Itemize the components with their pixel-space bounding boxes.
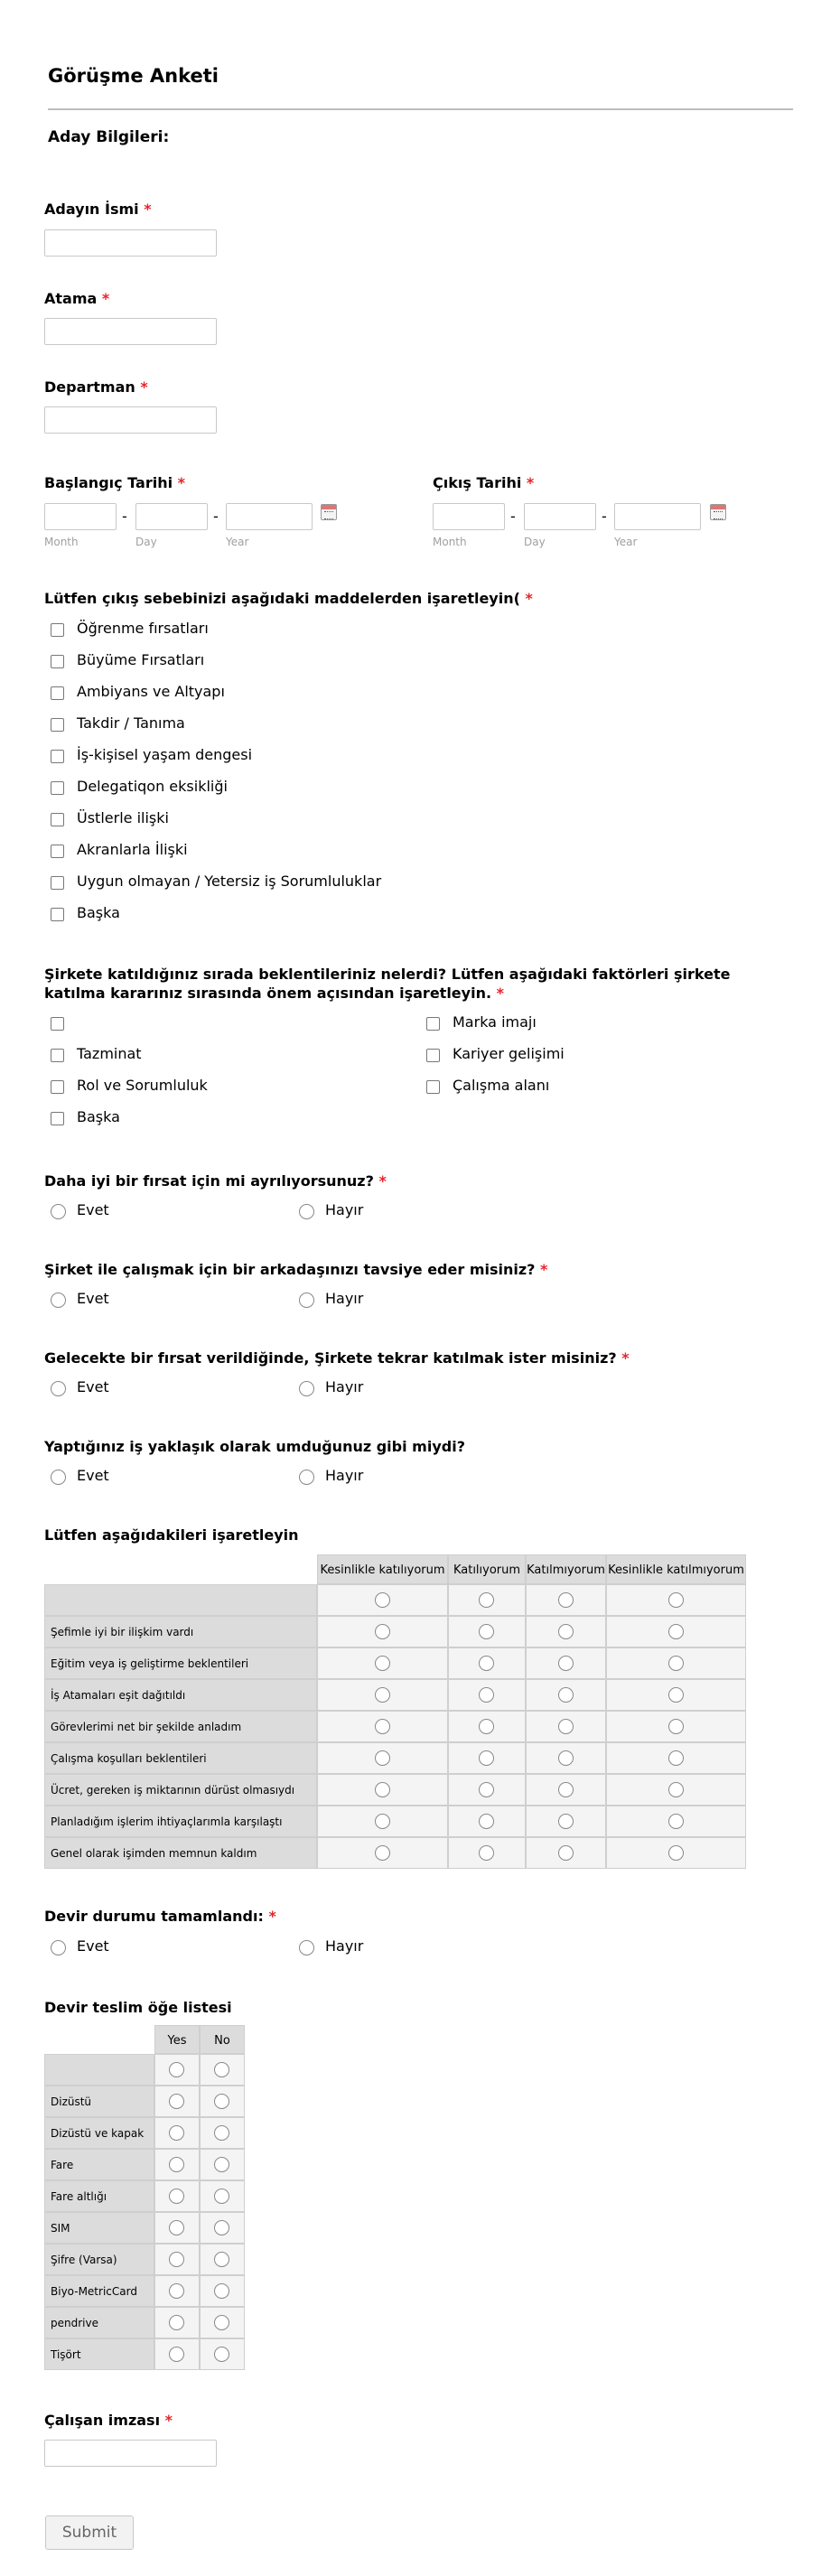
option-label: Hayır xyxy=(325,1201,364,1218)
year-sublabel: Year xyxy=(614,536,638,548)
rating-matrix-cell xyxy=(317,1584,448,1616)
rating-matrix-row-label: Şefimle iyi bir ilişkim vardı xyxy=(44,1616,317,1647)
better-opportunity-no-radio[interactable] xyxy=(299,1204,314,1219)
start-month-input[interactable] xyxy=(44,503,117,530)
handover-matrix-radio[interactable] xyxy=(214,2125,229,2141)
month-sublabel: Month xyxy=(433,536,467,548)
date-separator: - xyxy=(122,508,127,525)
rating-matrix-row-label: Görevlerimi net bir şekilde anladım xyxy=(44,1711,317,1742)
rating-matrix-cell xyxy=(317,1837,448,1869)
expectation-checkbox[interactable] xyxy=(426,1080,440,1094)
rating-matrix-cell xyxy=(448,1742,526,1774)
rating-matrix-cell xyxy=(526,1679,606,1711)
rating-matrix-radio[interactable] xyxy=(375,1750,390,1766)
rating-matrix-cell xyxy=(317,1742,448,1774)
handover-matrix-cell xyxy=(200,2086,245,2117)
handover-matrix-cell xyxy=(200,2275,245,2307)
rating-matrix-row-label: Genel olarak işimden memnun kaldım xyxy=(44,1837,317,1869)
option-label: Evet xyxy=(77,1290,109,1307)
handover-matrix-cell xyxy=(154,2149,200,2180)
handover-matrix-row-label: Şifre (Varsa) xyxy=(44,2244,154,2275)
calendar-icon[interactable] xyxy=(710,504,726,520)
rating-matrix-radio[interactable] xyxy=(375,1687,390,1703)
name-label: Adayın İsmi * xyxy=(44,201,152,218)
rejoin-yes-radio[interactable] xyxy=(51,1381,66,1396)
option-label: Hayır xyxy=(325,1290,364,1307)
handover-matrix-cell xyxy=(200,2054,245,2086)
rating-matrix-column-header: Katılıyorum xyxy=(448,1554,526,1584)
rating-matrix-radio[interactable] xyxy=(668,1782,684,1797)
handover-matrix-row-label: Tişört xyxy=(44,2338,154,2370)
rating-matrix-radio[interactable] xyxy=(558,1782,574,1797)
rating-matrix-radio[interactable] xyxy=(479,1592,494,1608)
rating-matrix-radio[interactable] xyxy=(558,1656,574,1671)
rating-matrix-cell xyxy=(606,1742,746,1774)
rating-matrix-radio[interactable] xyxy=(479,1624,494,1639)
rating-matrix-cell xyxy=(606,1616,746,1647)
exit-reason-option: Büyüme Fırsatları xyxy=(77,651,205,668)
expectation-checkbox[interactable] xyxy=(51,1112,64,1125)
rating-matrix-cell xyxy=(606,1711,746,1742)
rating-matrix-cell xyxy=(448,1616,526,1647)
required-mark: * xyxy=(496,985,504,1002)
handover-matrix-radio[interactable] xyxy=(169,2315,184,2330)
rating-matrix-radio[interactable] xyxy=(558,1719,574,1734)
required-mark: * xyxy=(268,1908,276,1925)
handover-matrix-radio[interactable] xyxy=(169,2347,184,2362)
exit-reason-option: Üstlerle ilişki xyxy=(77,809,169,826)
handover-matrix-radio[interactable] xyxy=(214,2094,229,2109)
required-mark: * xyxy=(144,201,152,218)
handover-matrix-cell xyxy=(200,2117,245,2149)
option-label: Hayır xyxy=(325,1378,364,1395)
handover-matrix-cell xyxy=(154,2307,200,2338)
exit-reason-checkbox[interactable] xyxy=(51,718,64,732)
job-expectation-yes-radio[interactable] xyxy=(51,1470,66,1485)
handover-matrix-cell xyxy=(200,2338,245,2370)
handover-matrix-row-label: pendrive xyxy=(44,2307,154,2338)
exit-reason-option: Takdir / Tanıma xyxy=(77,714,185,732)
rating-matrix-radio[interactable] xyxy=(558,1592,574,1608)
exit-reason-checkbox[interactable] xyxy=(51,781,64,795)
handover-matrix-radio[interactable] xyxy=(214,2347,229,2362)
exit-reason-option: Akranlarla İlişki xyxy=(77,841,188,858)
required-mark: * xyxy=(164,2412,173,2429)
rating-matrix-cell xyxy=(606,1774,746,1806)
required-mark: * xyxy=(378,1172,387,1190)
exit-reason-checkbox[interactable] xyxy=(51,655,64,668)
handover-matrix-radio[interactable] xyxy=(214,2220,229,2235)
rating-matrix-radio[interactable] xyxy=(479,1782,494,1797)
recommend-yes-radio[interactable] xyxy=(51,1293,66,1308)
rating-matrix-cell xyxy=(317,1616,448,1647)
exit-reason-checkbox[interactable] xyxy=(51,686,64,700)
option-label: Evet xyxy=(77,1201,109,1218)
required-mark: * xyxy=(101,290,110,307)
section-subtitle: Aday Bilgileri: xyxy=(48,128,170,146)
rating-matrix-radio[interactable] xyxy=(558,1814,574,1829)
handover-matrix-radio[interactable] xyxy=(169,2094,184,2109)
handover-matrix-cell xyxy=(154,2212,200,2244)
rating-matrix-cell xyxy=(606,1837,746,1869)
job-expectation-label: Yaptığınız iş yaklaşık olarak umduğunuz gibi miydi? xyxy=(44,1438,465,1455)
handover-yes-radio[interactable] xyxy=(51,1940,66,1955)
rating-matrix-cell xyxy=(448,1837,526,1869)
handover-matrix-cell xyxy=(200,2212,245,2244)
start-year-input[interactable] xyxy=(226,503,313,530)
rating-matrix-radio[interactable] xyxy=(668,1845,684,1861)
rating-matrix-cell xyxy=(526,1647,606,1679)
rating-matrix-radio[interactable] xyxy=(479,1687,494,1703)
handover-matrix-radio[interactable] xyxy=(169,2189,184,2204)
handover-matrix-row-label xyxy=(44,2054,154,2086)
exit-reason-option: Başka xyxy=(77,904,120,921)
rating-matrix-radio[interactable] xyxy=(479,1750,494,1766)
exit-month-input[interactable] xyxy=(433,503,505,530)
rating-matrix-radio[interactable] xyxy=(558,1687,574,1703)
expectation-option: Tazminat xyxy=(77,1045,142,1062)
exit-reason-checkbox[interactable] xyxy=(51,845,64,858)
rating-matrix-row-label: Çalışma koşulları beklentileri xyxy=(44,1742,317,1774)
handover-matrix-cell xyxy=(154,2180,200,2212)
form-title: Görüşme Anketi xyxy=(48,65,219,87)
option-label: Hayır xyxy=(325,1937,364,1955)
rating-matrix-cell xyxy=(526,1616,606,1647)
assignment-input[interactable] xyxy=(44,318,217,345)
rating-matrix-cell xyxy=(317,1806,448,1837)
option-label: Evet xyxy=(77,1378,109,1395)
handover-matrix-radio[interactable] xyxy=(169,2062,184,2077)
handover-matrix-radio[interactable] xyxy=(169,2252,184,2267)
expectation-checkbox[interactable] xyxy=(51,1017,64,1031)
rating-matrix-cell xyxy=(448,1774,526,1806)
recommend-label: Şirket ile çalışmak için bir arkadaşınızı tavsiye eder misiniz? * xyxy=(44,1261,548,1278)
rating-matrix-cell xyxy=(606,1806,746,1837)
signature-input[interactable] xyxy=(44,2440,217,2467)
handover-matrix-cell xyxy=(200,2244,245,2275)
rating-matrix-cell xyxy=(448,1806,526,1837)
expectation-checkbox[interactable] xyxy=(51,1049,64,1062)
expectation-option: Rol ve Sorumluluk xyxy=(77,1077,208,1094)
rating-matrix-radio[interactable] xyxy=(668,1656,684,1671)
required-mark: * xyxy=(621,1349,630,1367)
handover-matrix-radio[interactable] xyxy=(169,2125,184,2141)
rating-matrix-column-header: Kesinlikle katılıyorum xyxy=(317,1554,448,1584)
exit-reason-option: İş-kişisel yaşam dengesi xyxy=(77,746,253,763)
handover-matrix-radio[interactable] xyxy=(169,2283,184,2299)
handover-matrix-radio[interactable] xyxy=(214,2189,229,2204)
title-divider xyxy=(48,108,793,110)
rating-matrix-cell xyxy=(526,1806,606,1837)
expectation-option: Başka xyxy=(77,1108,120,1125)
rating-matrix-cell xyxy=(606,1679,746,1711)
department-input[interactable] xyxy=(44,406,217,434)
rating-matrix-cell xyxy=(526,1774,606,1806)
exit-reason-option: Öğrenme fırsatları xyxy=(77,620,209,637)
rejoin-no-radio[interactable] xyxy=(299,1381,314,1396)
name-input[interactable] xyxy=(44,229,217,257)
expectations-label: Şirkete katıldığınız sırada beklentileriniz nelerdi? Lütfen aşağıdaki faktörleri şirkete katılma kararınız sırasında önem açısından işaretleyin. * xyxy=(44,966,731,1002)
handover-matrix-cell xyxy=(200,2180,245,2212)
rating-matrix-radio[interactable] xyxy=(375,1624,390,1639)
rating-matrix-cell xyxy=(448,1711,526,1742)
handover-matrix-radio[interactable] xyxy=(214,2062,229,2077)
rating-matrix-cell xyxy=(606,1647,746,1679)
exit-reason-option: Delegatiqon eksikliği xyxy=(77,778,228,795)
rating-matrix-radio[interactable] xyxy=(479,1656,494,1671)
required-mark: * xyxy=(526,474,535,491)
job-expectation-no-radio[interactable] xyxy=(299,1470,314,1485)
handover-matrix-radio[interactable] xyxy=(214,2157,229,2172)
expectation-checkbox[interactable] xyxy=(51,1080,64,1094)
rating-matrix-cell xyxy=(317,1711,448,1742)
handover-matrix-column-header: Yes xyxy=(154,2025,200,2054)
handover-matrix-cell xyxy=(154,2086,200,2117)
better-opportunity-yes-radio[interactable] xyxy=(51,1204,66,1219)
handover-matrix-radio[interactable] xyxy=(169,2220,184,2235)
handover-label: Devir durumu tamamlandı: * xyxy=(44,1908,276,1925)
rating-matrix-radio[interactable] xyxy=(668,1750,684,1766)
signature-label: Çalışan imzası * xyxy=(44,2412,173,2429)
required-mark: * xyxy=(525,590,533,607)
rating-matrix-radio[interactable] xyxy=(668,1592,684,1608)
rating-matrix-column-header: Kesinlikle katılmıyorum xyxy=(606,1554,746,1584)
rating-matrix-row-label: İş Atamaları eşit dağıtıldı xyxy=(44,1679,317,1711)
handover-matrix-row-label: Dizüstü xyxy=(44,2086,154,2117)
rating-matrix-cell xyxy=(526,1711,606,1742)
rating-matrix-radio[interactable] xyxy=(558,1624,574,1639)
exit-reason-checkbox[interactable] xyxy=(51,750,64,763)
handover-matrix-cell xyxy=(154,2275,200,2307)
option-label: Evet xyxy=(77,1467,109,1484)
handover-matrix-row-label: Dizüstü ve kapak xyxy=(44,2117,154,2149)
rating-matrix-cell xyxy=(526,1837,606,1869)
expectation-option: Kariyer gelişimi xyxy=(453,1045,565,1062)
start-date-label: Başlangıç Tarihi * xyxy=(44,474,186,491)
rating-matrix-cell xyxy=(317,1647,448,1679)
month-sublabel: Month xyxy=(44,536,79,548)
exit-reason-checkbox[interactable] xyxy=(51,623,64,637)
handover-matrix-column-header: No xyxy=(200,2025,245,2054)
submit-button[interactable]: Submit xyxy=(45,2515,134,2550)
rating-matrix-radio[interactable] xyxy=(375,1656,390,1671)
handover-matrix-cell xyxy=(154,2117,200,2149)
exit-reason-checkbox[interactable] xyxy=(51,813,64,826)
required-mark: * xyxy=(177,474,186,491)
rating-matrix-radio[interactable] xyxy=(375,1814,390,1829)
rating-matrix-radio[interactable] xyxy=(668,1719,684,1734)
rating-matrix-radio[interactable] xyxy=(558,1845,574,1861)
rating-matrix-row-label: Eğitim veya iş geliştirme beklentileri xyxy=(44,1647,317,1679)
handover-no-radio[interactable] xyxy=(299,1940,314,1955)
rating-matrix-radio[interactable] xyxy=(375,1845,390,1861)
rating-matrix-radio[interactable] xyxy=(668,1687,684,1703)
year-sublabel: Year xyxy=(226,536,249,548)
exit-reason-option: Ambiyans ve Altyapı xyxy=(77,683,225,700)
rating-matrix-cell xyxy=(526,1742,606,1774)
exit-year-input[interactable] xyxy=(614,503,701,530)
handover-matrix-cell xyxy=(154,2338,200,2370)
handover-matrix-row-label: Fare altlığı xyxy=(44,2180,154,2212)
date-separator: - xyxy=(602,508,607,525)
rating-matrix-radio[interactable] xyxy=(558,1750,574,1766)
rating-matrix-radio[interactable] xyxy=(479,1719,494,1734)
handover-matrix-radio[interactable] xyxy=(214,2315,229,2330)
rating-matrix-cell xyxy=(448,1584,526,1616)
rating-matrix-radio[interactable] xyxy=(479,1845,494,1861)
rating-matrix-radio[interactable] xyxy=(375,1782,390,1797)
rating-matrix-radio[interactable] xyxy=(375,1592,390,1608)
expectation-option: Marka imajı xyxy=(453,1013,537,1031)
option-label: Hayır xyxy=(325,1467,364,1484)
rating-matrix-row-label xyxy=(44,1584,317,1616)
expectation-checkbox[interactable] xyxy=(426,1049,440,1062)
assignment-label: Atama * xyxy=(44,290,110,307)
date-separator: - xyxy=(510,508,516,525)
rating-matrix-cell xyxy=(448,1647,526,1679)
rating-matrix-radio[interactable] xyxy=(668,1624,684,1639)
handover-matrix-radio[interactable] xyxy=(169,2157,184,2172)
exit-reason-label: Lütfen çıkış sebebinizi aşağıdaki maddelerden işaretleyin( * xyxy=(44,590,533,607)
expectation-checkbox[interactable] xyxy=(426,1017,440,1031)
rating-matrix-cell xyxy=(448,1679,526,1711)
exit-date-label: Çıkış Tarihi * xyxy=(433,474,535,491)
required-mark: * xyxy=(540,1261,548,1278)
rejoin-label: Gelecekte bir fırsat verildiğinde, Şirkete tekrar katılmak ister misiniz? * xyxy=(44,1349,630,1367)
handover-matrix-cell xyxy=(200,2149,245,2180)
rating-matrix-cell xyxy=(526,1584,606,1616)
handover-matrix-cell xyxy=(154,2244,200,2275)
rating-matrix-cell xyxy=(606,1584,746,1616)
recommend-no-radio[interactable] xyxy=(299,1293,314,1308)
rating-matrix-row-label: Planladığım işlerim ihtiyaçlarımla karşılaştı xyxy=(44,1806,317,1837)
handover-matrix-radio[interactable] xyxy=(214,2252,229,2267)
rating-matrix-radio[interactable] xyxy=(668,1814,684,1829)
exit-day-input[interactable] xyxy=(524,503,596,530)
rating-matrix-cell xyxy=(317,1774,448,1806)
handover-matrix-cell xyxy=(154,2054,200,2086)
rating-matrix-radio[interactable] xyxy=(375,1719,390,1734)
rating-matrix-column-header: Katılmıyorum xyxy=(526,1554,606,1584)
matrix-rating-label: Lütfen aşağıdakileri işaretleyin xyxy=(44,1526,299,1544)
required-mark: * xyxy=(140,378,148,396)
handover-matrix-row-label: SIM xyxy=(44,2212,154,2244)
expectation-option: Çalışma alanı xyxy=(453,1077,550,1094)
date-separator: - xyxy=(213,508,219,525)
start-day-input[interactable] xyxy=(135,503,208,530)
handover-matrix-row-label: Fare xyxy=(44,2149,154,2180)
handover-matrix-row-label: Biyo-MetricCard xyxy=(44,2275,154,2307)
handover-items-label: Devir teslim öğe listesi xyxy=(44,1999,232,2016)
day-sublabel: Day xyxy=(524,536,546,548)
calendar-icon[interactable] xyxy=(321,504,337,520)
department-label: Departman * xyxy=(44,378,148,396)
rating-matrix-radio[interactable] xyxy=(479,1814,494,1829)
rating-matrix-cell xyxy=(317,1679,448,1711)
handover-matrix-cell xyxy=(200,2307,245,2338)
better-opportunity-label: Daha iyi bir fırsat için mi ayrılıyorsunuz? * xyxy=(44,1172,387,1190)
day-sublabel: Day xyxy=(135,536,157,548)
handover-matrix-radio[interactable] xyxy=(214,2283,229,2299)
exit-reason-option: Uygun olmayan / Yetersiz iş Sorumluluklar xyxy=(77,873,382,890)
rating-matrix-row-label: Ücret, gereken iş miktarının dürüst olmasıydı xyxy=(44,1774,317,1806)
exit-reason-checkbox[interactable] xyxy=(51,876,64,890)
option-label: Evet xyxy=(77,1937,109,1955)
exit-reason-checkbox[interactable] xyxy=(51,908,64,921)
